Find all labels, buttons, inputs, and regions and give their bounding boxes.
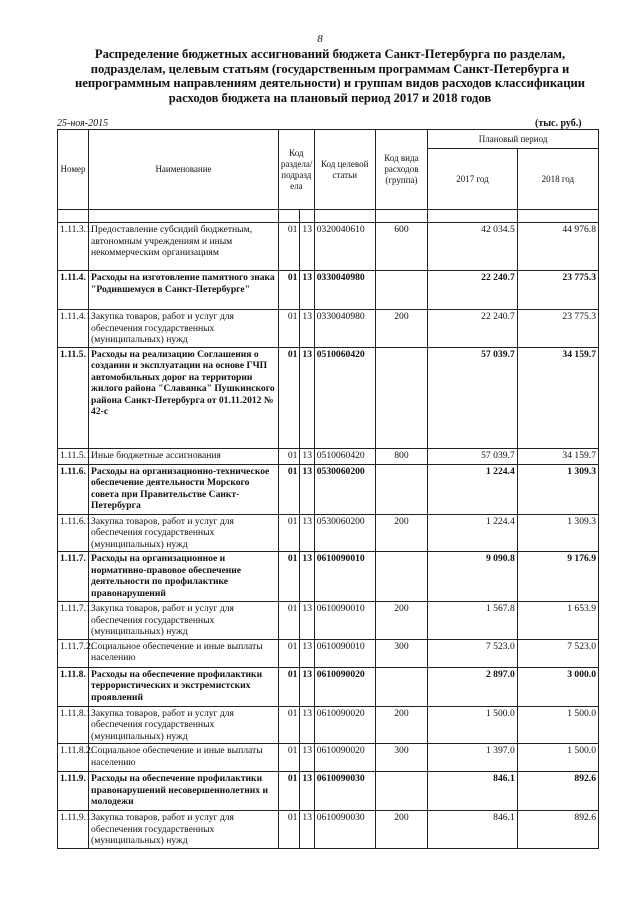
row-amount-2017: 846.1 [428, 772, 518, 811]
row-amount-2017: 57 039.7 [428, 448, 518, 464]
row-target-code: 0510060420 [314, 448, 375, 464]
row-amount-2017: 7 523.0 [428, 639, 518, 667]
row-number: 1.11.7. [58, 552, 89, 602]
row-expense-type [375, 552, 428, 602]
row-razdel: 01 [278, 602, 299, 640]
row-name: Закупка товаров, работ и услуг для обеспечения государственных (муниципальных) нужд [89, 706, 279, 744]
row-target-code: 0610090030 [314, 772, 375, 811]
row-number: 1.11.6.1. [58, 514, 89, 552]
row-podrazdel: 13 [300, 639, 314, 667]
row-number: 1.11.3.1. [58, 223, 89, 271]
row-amount-2018: 1 500.0 [517, 706, 598, 744]
row-target-code: 0610090020 [314, 744, 375, 772]
row-amount-2017: 1 397.0 [428, 744, 518, 772]
row-podrazdel: 13 [300, 744, 314, 772]
units-label: (тыс. руб.) [535, 118, 582, 129]
row-razdel: 01 [278, 514, 299, 552]
row-amount-2017: 1 224.4 [428, 464, 518, 514]
row-name: Расходы на организационное и нормативно-правовое обеспечение деятельности по профилактике правонарушений [89, 552, 279, 602]
row-amount-2017: 1 500.0 [428, 706, 518, 744]
table-row [58, 310, 599, 348]
header-year-2017: 2017 год [428, 149, 518, 210]
row-expense-type: 300 [375, 744, 428, 772]
row-expense-type: 200 [375, 706, 428, 744]
row-podrazdel: 13 [300, 706, 314, 744]
row-razdel: 01 [278, 639, 299, 667]
row-expense-type: 200 [375, 514, 428, 552]
row-amount-2018: 34 159.7 [517, 347, 598, 448]
row-target-code: 0330040980 [314, 271, 375, 310]
row-podrazdel: 13 [300, 552, 314, 602]
row-amount-2018: 44 976.8 [517, 223, 598, 271]
row-expense-type [375, 464, 428, 514]
row-amount-2018: 9 176.9 [517, 552, 598, 602]
table-row [58, 271, 599, 310]
table-row [58, 744, 599, 772]
row-expense-type [375, 271, 428, 310]
row-razdel: 01 [278, 271, 299, 310]
row-name: Расходы на реализацию Соглашения о создании и эксплуатации на основе ГЧП автомобильных дорог на территории жилого района "Славянка" Пушкинского района Санкт-Петербурга от 01.11.2012 № 42-с [89, 347, 279, 448]
row-number: 1.11.5.1. [58, 448, 89, 464]
row-amount-2018: 1 653.9 [517, 602, 598, 640]
row-name: Предоставление субсидий бюджетным, автономным учреждениям и иным некоммерческим организациям [89, 223, 279, 271]
row-podrazdel: 13 [300, 223, 314, 271]
row-name: Расходы на обеспечение профилактики правонарушений несовершеннолетних и молодежи [89, 772, 279, 811]
row-expense-type: 200 [375, 811, 428, 849]
row-number: 1.11.9.1. [58, 811, 89, 849]
row-podrazdel: 13 [300, 448, 314, 464]
table-row [58, 448, 599, 464]
row-target-code: 0610090010 [314, 639, 375, 667]
row-amount-2018: 1 309.3 [517, 464, 598, 514]
table-header [58, 130, 599, 210]
row-amount-2017: 22 240.7 [428, 271, 518, 310]
row-razdel: 01 [278, 310, 299, 348]
row-name: Закупка товаров, работ и услуг для обеспечения государственных (муниципальных) нужд [89, 514, 279, 552]
row-number: 1.11.8.1. [58, 706, 89, 744]
row-podrazdel: 13 [300, 602, 314, 640]
row-amount-2018: 1 500.0 [517, 744, 598, 772]
row-expense-type: 300 [375, 639, 428, 667]
row-amount-2018: 7 523.0 [517, 639, 598, 667]
row-amount-2017: 846.1 [428, 811, 518, 849]
table-row [58, 772, 599, 811]
row-expense-type: 200 [375, 602, 428, 640]
row-podrazdel: 13 [300, 514, 314, 552]
row-amount-2018: 3 000.0 [517, 667, 598, 706]
table-row [58, 464, 599, 514]
row-expense-type [375, 347, 428, 448]
header-expense-type-code: Код вида расходов (группа) [375, 130, 428, 210]
row-razdel: 01 [278, 347, 299, 448]
row-razdel: 01 [278, 448, 299, 464]
row-target-code: 0330040980 [314, 310, 375, 348]
table-row [58, 811, 599, 849]
row-amount-2018: 34 159.7 [517, 448, 598, 464]
document-title: Распределение бюджетных ассигнований бюджета Санкт-Петербурга по разделам, подразделам, целевым статьям (государственным программам Санкт-Петербурга и непрограммным направлениям деятельности) и группам видов расходов классификации расходов бюджета на плановый период 2017 и 2018 годов [75, 47, 585, 105]
row-podrazdel: 13 [300, 811, 314, 849]
row-razdel: 01 [278, 811, 299, 849]
row-razdel: 01 [278, 464, 299, 514]
row-number: 1.11.6. [58, 464, 89, 514]
row-name: Социальное обеспечение и иные выплаты населению [89, 639, 279, 667]
row-podrazdel: 13 [300, 310, 314, 348]
table-row [58, 706, 599, 744]
row-podrazdel: 13 [300, 464, 314, 514]
row-expense-type: 600 [375, 223, 428, 271]
spacer-row [58, 210, 599, 223]
row-amount-2017: 57 039.7 [428, 347, 518, 448]
table-row [58, 514, 599, 552]
row-number: 1.11.4.1. [58, 310, 89, 348]
row-name: Закупка товаров, работ и услуг для обеспечения государственных (муниципальных) нужд [89, 310, 279, 348]
header-section-code: Код раздела/ подразд ела [278, 130, 314, 210]
row-target-code: 0610090020 [314, 667, 375, 706]
row-number: 1.11.5. [58, 347, 89, 448]
row-name: Закупка товаров, работ и услуг для обеспечения государственных (муниципальных) нужд [89, 811, 279, 849]
row-podrazdel: 13 [300, 271, 314, 310]
row-target-code: 0530060200 [314, 464, 375, 514]
row-name: Иные бюджетные ассигнования [89, 448, 279, 464]
row-name: Закупка товаров, работ и услуг для обеспечения государственных (муниципальных) нужд [89, 602, 279, 640]
row-name: Социальное обеспечение и иные выплаты населению [89, 744, 279, 772]
row-expense-type [375, 667, 428, 706]
page-number: 8 [317, 33, 323, 45]
row-amount-2017: 2 897.0 [428, 667, 518, 706]
row-podrazdel: 13 [300, 667, 314, 706]
row-expense-type: 200 [375, 310, 428, 348]
row-razdel: 01 [278, 223, 299, 271]
table-row [58, 602, 599, 640]
row-podrazdel: 13 [300, 347, 314, 448]
row-number: 1.11.8. [58, 667, 89, 706]
row-podrazdel: 13 [300, 772, 314, 811]
row-expense-type: 800 [375, 448, 428, 464]
row-razdel: 01 [278, 667, 299, 706]
report-date: 25-ноя-2015 [57, 118, 109, 129]
row-razdel: 01 [278, 552, 299, 602]
row-name: Расходы на изготовление памятного знака "Родившемуся в Санкт-Петербурге" [89, 271, 279, 310]
table-row [58, 347, 599, 448]
row-number: 1.11.9. [58, 772, 89, 811]
header-year-2018: 2018 год [517, 149, 598, 210]
row-number: 1.11.4. [58, 271, 89, 310]
row-target-code: 0610090010 [314, 552, 375, 602]
row-amount-2018: 23 775.3 [517, 271, 598, 310]
row-number: 1.11.7.2. [58, 639, 89, 667]
header-target-code: Код целевой статьи [314, 130, 375, 210]
row-target-code: 0610090020 [314, 706, 375, 744]
table-body [58, 210, 599, 849]
row-amount-2017: 42 034.5 [428, 223, 518, 271]
row-amount-2017: 22 240.7 [428, 310, 518, 348]
row-target-code: 0320040610 [314, 223, 375, 271]
row-razdel: 01 [278, 744, 299, 772]
row-target-code: 0610090010 [314, 602, 375, 640]
table-row [58, 667, 599, 706]
row-amount-2017: 1 567.8 [428, 602, 518, 640]
table-row [58, 223, 599, 271]
row-amount-2018: 892.6 [517, 811, 598, 849]
row-name: Расходы на обеспечение профилактики террористических и экстремистских проявлений [89, 667, 279, 706]
row-amount-2018: 1 309.3 [517, 514, 598, 552]
row-amount-2018: 23 775.3 [517, 310, 598, 348]
row-target-code: 0530060200 [314, 514, 375, 552]
row-expense-type [375, 772, 428, 811]
header-number: Номер [58, 130, 89, 210]
header-name: Наименование [89, 130, 279, 210]
table-row [58, 639, 599, 667]
row-razdel: 01 [278, 706, 299, 744]
header-planned-period: Плановый период [428, 130, 599, 149]
row-target-code: 0610090030 [314, 811, 375, 849]
row-number: 1.11.7.1. [58, 602, 89, 640]
row-amount-2017: 1 224.4 [428, 514, 518, 552]
row-name: Расходы на организационно-техническое обеспечение деятельности Морского совета при Правительстве Санкт-Петербурга [89, 464, 279, 514]
table-row [58, 552, 599, 602]
row-amount-2017: 9 090.8 [428, 552, 518, 602]
row-amount-2018: 892.6 [517, 772, 598, 811]
row-number: 1.11.8.2. [58, 744, 89, 772]
budget-table [57, 129, 599, 849]
row-razdel: 01 [278, 772, 299, 811]
row-target-code: 0510060420 [314, 347, 375, 448]
